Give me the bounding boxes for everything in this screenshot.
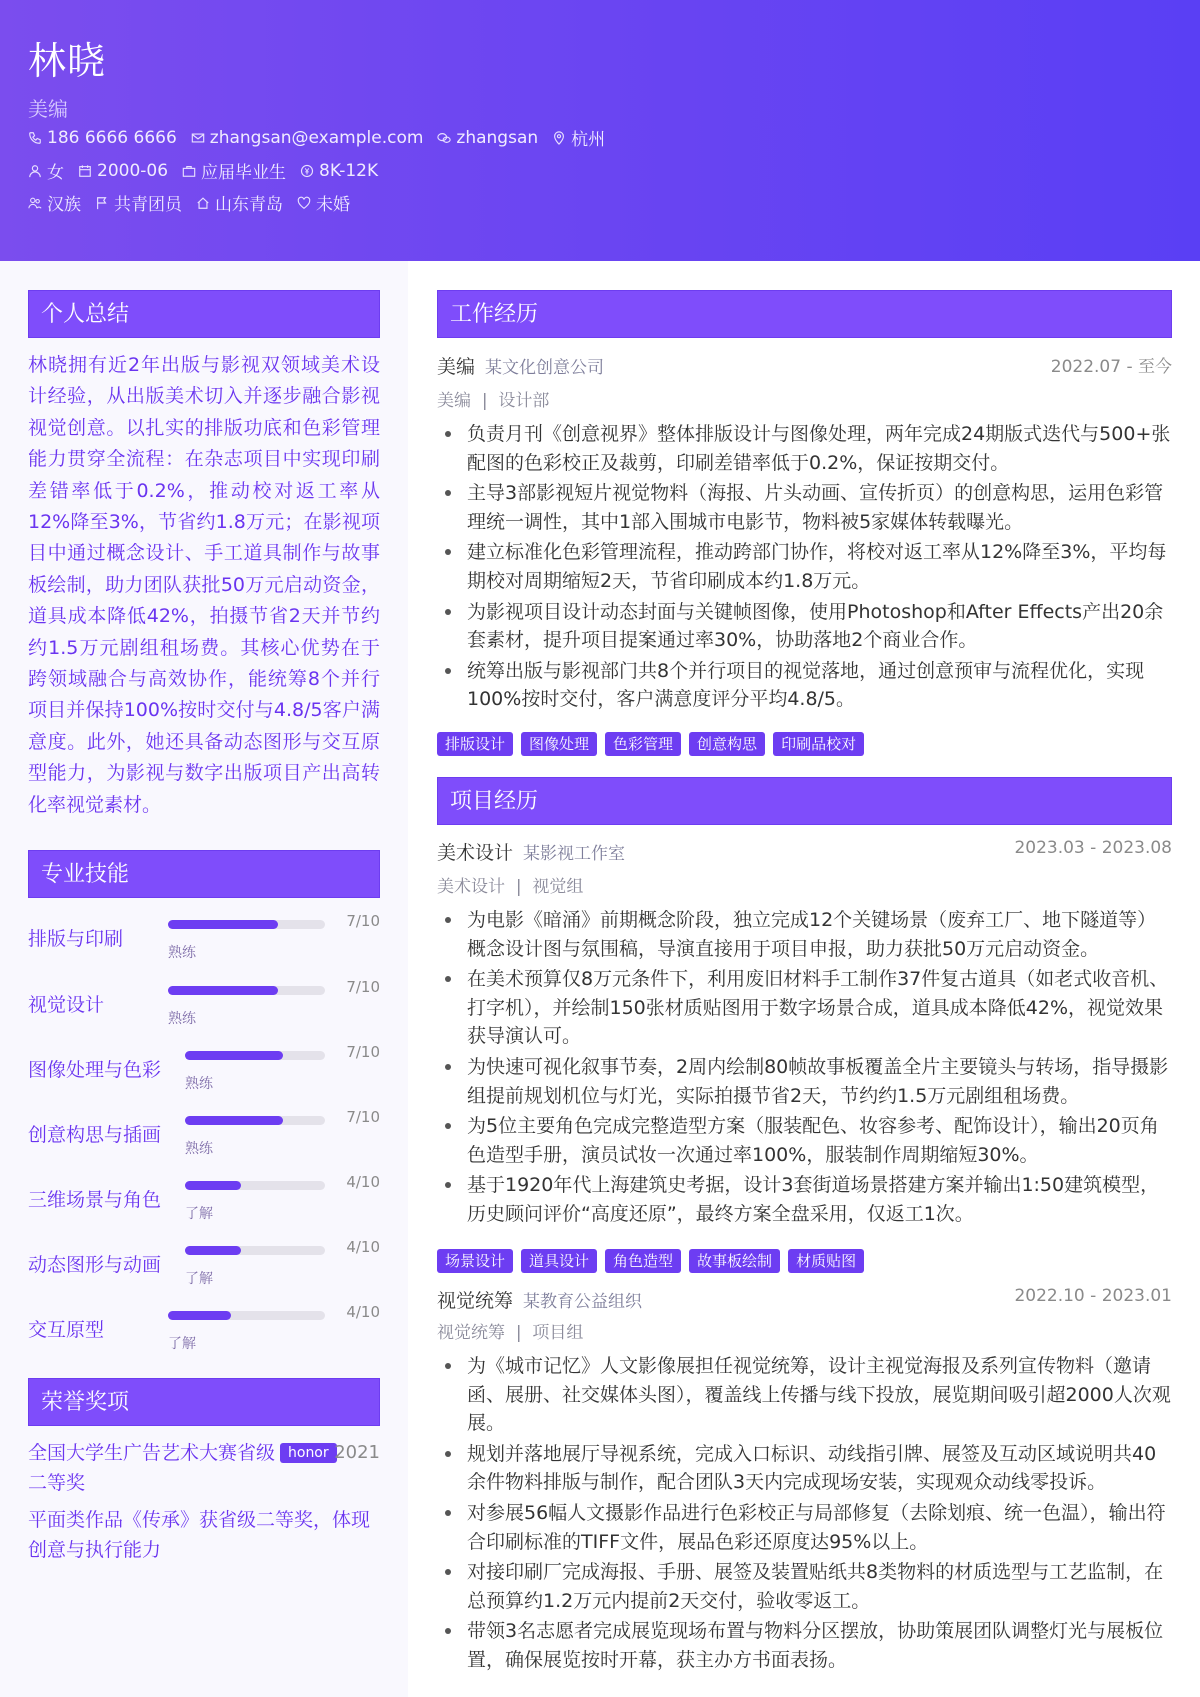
skill-bar-fill xyxy=(185,1051,283,1060)
skill-name: 交互原型 xyxy=(28,1319,105,1341)
salary-info: 8K-12K xyxy=(300,158,378,183)
candidate-role: 美编 xyxy=(28,97,68,121)
honor-year: 2021 xyxy=(334,1442,380,1463)
gender-info: 女 xyxy=(28,158,64,183)
project-tags xyxy=(437,1249,864,1273)
list-item: 为5位主要角色完成完整造型方案（服装配色、妆容参考、配饰设计），输出20页角色造型手册，演员试妆一次通过率100%，服装制作周期缩短30%。 xyxy=(437,1112,1172,1169)
skill-name: 三维场景与角色 xyxy=(28,1189,162,1211)
skill-tag: 色彩管理 xyxy=(605,732,681,756)
honor-text: 全国大学生广告艺术大赛省级二等奖 xyxy=(28,1442,276,1494)
project-title: 视觉统筹 xyxy=(437,1290,514,1312)
skill-level: 熟练 xyxy=(168,1011,196,1027)
ethnicity-info: 汉族 xyxy=(28,190,81,215)
list-item: 为《城市记忆》人文影像展担任视觉统筹，设计主视觉海报及系列宣传物料（邀请函、展册、社交媒体头图），覆盖线上传播与线下投放，展览期间吸引超2000人次观展。 xyxy=(437,1352,1172,1438)
flag-icon xyxy=(95,196,109,210)
list-item: 为快速可视化叙事节奏，2周内绘制80帧故事板覆盖全片主要镜头与转场，指导摄影组提前规划机位与灯光，实际拍摄节省2天，节约约1.5万元剧组租场费。 xyxy=(437,1053,1172,1110)
personal-info-row xyxy=(28,190,350,215)
skill-bar-fill xyxy=(185,1181,241,1190)
skill-name: 排版与印刷 xyxy=(28,928,124,950)
honor-item xyxy=(28,1438,380,1498)
skill-bar-fill xyxy=(168,920,278,929)
skill-score: 7/10 xyxy=(346,1108,380,1126)
calendar-icon xyxy=(78,164,92,178)
list-item: 为影视项目设计动态封面与关键帧图像，使用Photoshop和After Effects产出20余套素材，提升项目提案通过率30%，协助落地2个商业合作。 xyxy=(437,598,1172,655)
skill-bar xyxy=(185,1051,325,1060)
skill-bar-fill xyxy=(168,1311,231,1320)
skill-tag: 材质贴图 xyxy=(788,1249,864,1273)
marital-info: 未婚 xyxy=(297,190,350,215)
list-item: 基于1920年代上海建筑史考据，设计3套街道场景搭建方案并输出1:50建筑模型，历史顾问评价“高度还原”，最终方案全盘采用，仅返工1次。 xyxy=(437,1171,1172,1228)
work-entry-head xyxy=(437,352,1172,382)
skill-item xyxy=(28,1035,380,1095)
contact-row xyxy=(28,125,605,150)
work-org: 某文化创意公司 xyxy=(485,358,605,378)
work-bullets xyxy=(437,420,1172,716)
skill-bar xyxy=(168,986,325,995)
project-date: 2022.10 - 2023.01 xyxy=(1014,1286,1172,1306)
project-title: 美术设计 xyxy=(437,842,514,864)
wechat-info: zhangsan xyxy=(437,125,538,150)
skill-bar xyxy=(185,1181,325,1190)
work-title: 美编 xyxy=(437,356,476,378)
summary-section-title: 个人总结 xyxy=(28,290,380,338)
list-item: 建立标准化色彩管理流程，推动跨部门协作，将校对返工率从12%降至3%，平均每期校对周期缩短2天，节省印刷成本约1.8万元。 xyxy=(437,538,1172,595)
list-item: 对参展56幅人文摄影作品进行色彩校正与局部修复（去除划痕、统一色温），输出符合印刷标准的TIFF文件，展品色彩还原度达95%以上。 xyxy=(437,1499,1172,1556)
skill-tag: 道具设计 xyxy=(521,1249,597,1273)
summary-text: 林晓拥有近2年出版与影视双领域美术设计经验，从出版美术切入并逐步融合影视视觉创意。以扎实的排版功底和色彩管理能力贯穿全流程：在杂志项目中实现印刷差错率低于0.2%，推动校对返工率从12%降至3%，节省约1.8万元；在影视项目中通过概念设计、手工道具制作与故事板绘制，助力团队获批50万元启动资金，道具成本降低42%，拍摄节省2天并节约约1.5万元剧组租场费。其核心优势在于跨领域融合与高效协作，能统筹8个并行项目并保持100%按时交付与4.8/5客户满意度。此外，她还具备动态图形与交互原型能力，为影视与数字出版项目产出高转化率视觉素材。 xyxy=(28,354,380,816)
candidate-name: 林晓 xyxy=(28,39,107,83)
skill-bar xyxy=(185,1116,325,1125)
skill-item xyxy=(28,1165,380,1225)
list-item: 负责月刊《创意视界》整体排版设计与图像处理，两年完成24期版式迭代与500+张配图的色彩校正及裁剪，印刷差错率低于0.2%，保证按期交付。 xyxy=(437,420,1172,477)
skill-bar-fill xyxy=(185,1116,283,1125)
skill-score: 4/10 xyxy=(346,1303,380,1321)
coin-icon xyxy=(300,164,314,178)
honors-section-title: 荣誉奖项 xyxy=(28,1378,380,1426)
skill-item xyxy=(28,1230,380,1290)
phone-info: 186 6666 6666 xyxy=(28,125,177,150)
skill-bar xyxy=(185,1246,325,1255)
work-sub: 美编 | 设计部 xyxy=(437,391,550,411)
skill-score: 7/10 xyxy=(346,978,380,996)
phone-icon xyxy=(28,131,42,145)
skill-item xyxy=(28,970,380,1030)
skill-level: 熟练 xyxy=(185,1076,213,1092)
honor-badge: honor xyxy=(280,1443,337,1463)
skill-level: 了解 xyxy=(185,1206,213,1222)
status-info: 应届毕业生 xyxy=(182,158,286,183)
skill-tag: 创意构思 xyxy=(689,732,765,756)
politics-info: 共青团员 xyxy=(95,190,182,215)
list-item: 统筹出版与影视部门共8个并行项目的视觉落地，通过创意预审与流程优化，实现100%按时交付，客户满意度评分平均4.8/5。 xyxy=(437,657,1172,714)
briefcase-icon xyxy=(182,164,196,178)
projects-section-title: 项目经历 xyxy=(437,777,1172,825)
skill-score: 4/10 xyxy=(346,1173,380,1191)
list-item: 对接印刷厂完成海报、手册、展签及装置贴纸共8类物料的材质选型与工艺监制，在总预算约1.2万元内提前2天交付，验收零返工。 xyxy=(437,1558,1172,1615)
home-icon xyxy=(196,196,210,210)
skill-tag: 故事板绘制 xyxy=(689,1249,780,1273)
resume-header xyxy=(0,0,1200,261)
chat-icon xyxy=(437,131,451,145)
skill-bar xyxy=(168,920,325,929)
skill-tag: 图像处理 xyxy=(521,732,597,756)
mail-icon xyxy=(191,131,205,145)
user-icon xyxy=(28,164,42,178)
skill-tag: 角色造型 xyxy=(605,1249,681,1273)
users-icon xyxy=(28,196,42,210)
work-section-title: 工作经历 xyxy=(437,290,1172,338)
skill-name: 创意构思与插画 xyxy=(28,1124,162,1146)
skill-level: 熟练 xyxy=(168,945,196,961)
heart-icon xyxy=(297,196,311,210)
birth-info: 2000-06 xyxy=(78,158,168,183)
skill-level: 熟练 xyxy=(185,1141,213,1157)
project-org: 某教育公益组织 xyxy=(523,1292,643,1312)
list-item: 规划并落地展厅导视系统，完成入口标识、动线指引牌、展签及互动区域说明共40余件物料排版与制作，配合团队3天内完成现场安装，实现观众动线零投诉。 xyxy=(437,1440,1172,1497)
project-date: 2023.03 - 2023.08 xyxy=(1014,838,1172,858)
skill-name: 图像处理与色彩 xyxy=(28,1059,162,1081)
city-info: 杭州 xyxy=(552,125,605,150)
skill-score: 7/10 xyxy=(346,912,380,930)
skill-bar xyxy=(168,1311,325,1320)
skill-bar-fill xyxy=(185,1246,241,1255)
skill-item xyxy=(28,1100,380,1160)
skill-name: 动态图形与动画 xyxy=(28,1254,162,1276)
honor-item xyxy=(28,1505,380,1565)
list-item: 带领3名志愿者完成展览现场布置与物料分区摆放，协助策展团队调整灯光与展板位置，确保展览按时开幕，获主办方书面表扬。 xyxy=(437,1617,1172,1674)
skills-section-title: 专业技能 xyxy=(28,850,380,898)
skill-tag: 排版设计 xyxy=(437,732,513,756)
project-bullets xyxy=(437,1352,1172,1677)
project-bullets xyxy=(437,906,1172,1231)
work-date: 2022.07 - 至今 xyxy=(1050,357,1172,377)
list-item: 在美术预算仅8万元条件下，利用废旧材料手工制作37件复古道具（如老式收音机、打字机），并绘制150张材质贴图用于数字场景合成，道具成本降低42%，视觉效果获导演认可。 xyxy=(437,965,1172,1051)
skill-name: 视觉设计 xyxy=(28,994,105,1016)
skill-level: 了解 xyxy=(168,1336,196,1352)
skill-tag: 场景设计 xyxy=(437,1249,513,1273)
list-item: 主导3部影视短片视觉物料（海报、片头动画、宣传折页）的创意构思，运用色彩管理统一调性，其中1部入围城市电影节，物料被5家媒体转载曝光。 xyxy=(437,479,1172,536)
project-sub: 视觉统筹 | 项目组 xyxy=(437,1323,584,1343)
skill-item xyxy=(28,904,380,964)
email-info: zhangsan@example.com xyxy=(191,125,424,150)
project-sub: 美术设计 | 视觉组 xyxy=(437,877,584,897)
project-entry-head xyxy=(437,838,1172,868)
honor-text: 平面类作品《传承》获省级二等奖，体现创意与执行能力 xyxy=(28,1509,371,1561)
project-entry-head xyxy=(437,1286,1172,1316)
project-org: 某影视工作室 xyxy=(523,844,626,864)
skill-score: 4/10 xyxy=(346,1238,380,1256)
basic-info-row xyxy=(28,158,378,183)
skill-tag: 印刷品校对 xyxy=(773,732,864,756)
skill-item xyxy=(28,1295,380,1355)
list-item: 为电影《暗涌》前期概念阶段，独立完成12个关键场景（废弃工厂、地下隧道等）概念设计图与氛围稿，导演直接用于项目申报，助力获批50万元启动资金。 xyxy=(437,906,1172,963)
location-icon xyxy=(552,131,566,145)
skill-level: 了解 xyxy=(185,1271,213,1287)
work-tags xyxy=(437,732,864,756)
hometown-info: 山东青岛 xyxy=(196,190,283,215)
skill-score: 7/10 xyxy=(346,1043,380,1061)
skill-bar-fill xyxy=(168,986,278,995)
